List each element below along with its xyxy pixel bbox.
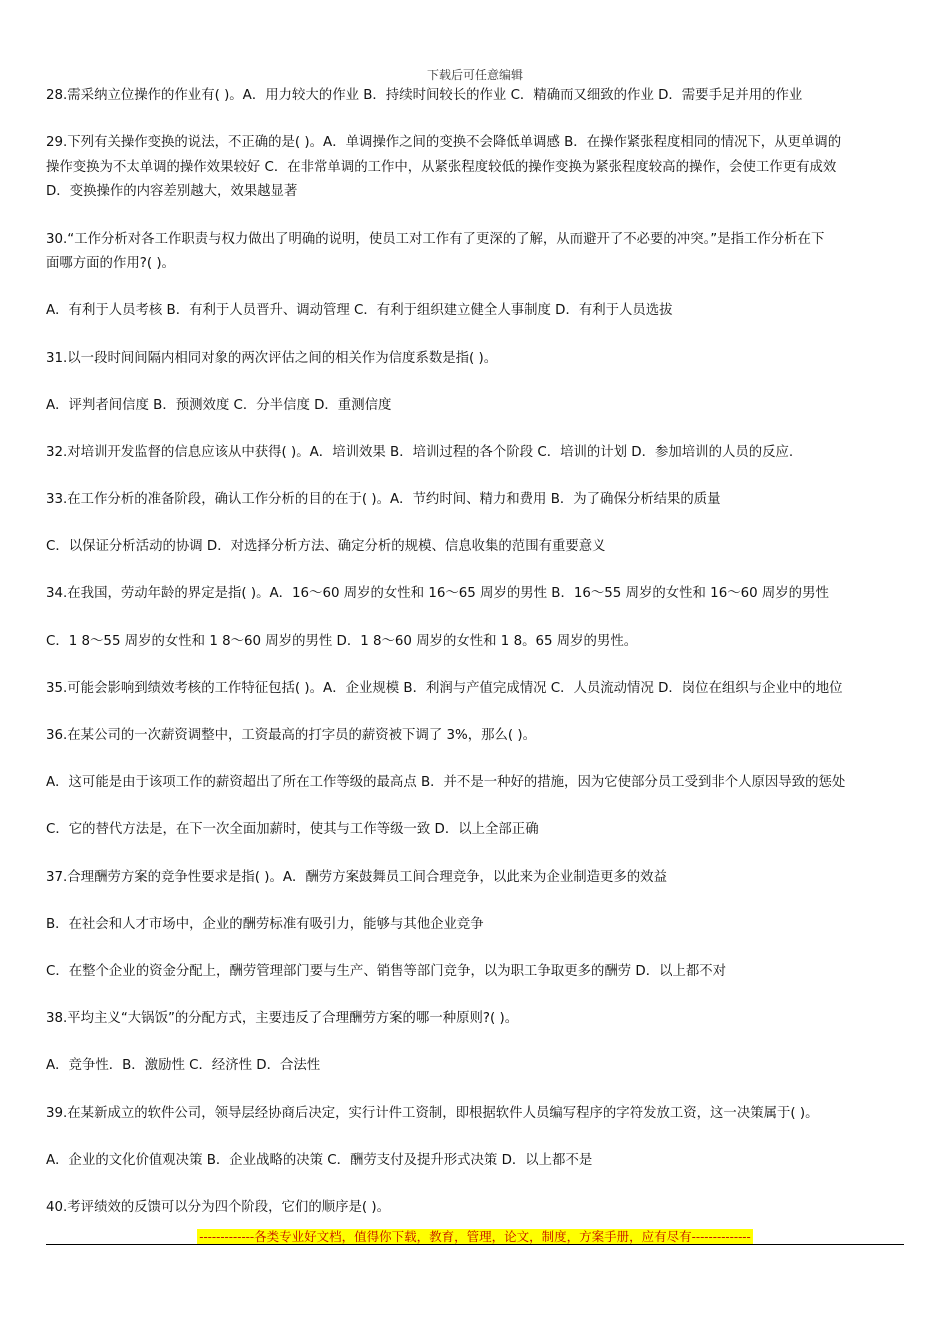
- text-line: 39.在某新成立的软件公司，领导层经协商后决定，实行计件工资制，即根据软件人员编写程序的字符发放工资，这一决策属于( )。: [46, 1105, 819, 1121]
- paragraph-gap: [46, 466, 908, 489]
- paragraph-gap: [46, 560, 908, 583]
- text-line: 37.合理酬劳方案的竞争性要求是指( )。A．酬劳方案鼓舞员工间合理竞争，以此来为企业制造更多的效益: [46, 869, 667, 885]
- text-line: 28.需采纳立位操作的作业有( )。A．用力较大的作业 B．持续时间较长的作业 C．精确而又细致的作业 D．需要手足并用的作业: [46, 88, 803, 103]
- paragraph-gap: [46, 843, 908, 866]
- text-line: 40.考评绩效的反馈可以分为四个阶段，它们的顺序是( )。: [46, 1199, 390, 1215]
- paragraph-gap: [46, 701, 908, 724]
- paragraph-gap: [46, 371, 908, 394]
- text-line: 34.在我国，劳动年龄的界定是指( )。A．16～60 周岁的女性和 16～65 周岁的男性 B．16～55 周岁的女性和 16～60 周岁的男性: [46, 586, 829, 602]
- paragraph-gap: [46, 1079, 908, 1102]
- text-line: D．变换操作的内容差别越大，效果越显著: [46, 184, 298, 200]
- paragraph-gap: [46, 654, 908, 677]
- text-line: C．1 8～55 周岁的女性和 1 8～60 周岁的男性 D．1 8～60 周岁的女性和 1 8。65 周岁的男性。: [46, 633, 638, 649]
- text-line: 36.在某公司的一次薪资调整中，工资最高的打字员的薪资被下调了 3%，那么( )。: [46, 728, 536, 744]
- text-line: 30.“工作分析对各工作职责与权力做出了明确的说明，使员工对工作有了更深的了解，从而避开了不必要的冲突。”是指工作分析在下: [46, 231, 825, 247]
- text-line: 38.平均主义“大锅饭”的分配方式，主要违反了合理酬劳方案的哪一种原则?( )。: [46, 1011, 519, 1027]
- page-header: 下载后可任意编辑: [426, 68, 523, 82]
- footer-rule: [46, 1244, 904, 1245]
- text-line: 面哪方面的作用?( )。: [46, 256, 175, 272]
- paragraph-gap: [46, 1173, 908, 1196]
- text-line: B．在社会和人才市场中，企业的酬劳标准有吸引力，能够与其他企业竞争: [46, 916, 484, 932]
- text-line: 31.以一段时间间隔内相同对象的两次评估之间的相关作为信度系数是指( )。: [46, 350, 498, 366]
- paragraph-gap: [46, 796, 908, 819]
- text-line: 操作变换为不太单调的操作效果较好 C．在非常单调的工作中，从紧张程度较低的操作变换为紧张程度较高的操作，会使工作更有成效: [46, 159, 837, 175]
- document-body: [46, 84, 908, 1221]
- text-line: 29.下列有关操作变换的说法，不正确的是( )。A．单调操作之间的变换不会降低单调感 B．在操作紧张程度相同的情况下，从更单调的: [46, 135, 842, 151]
- paragraph-gap: [46, 513, 908, 536]
- paragraph-gap: [46, 607, 908, 630]
- paragraph-gap: [46, 749, 908, 772]
- paragraph-gap: [46, 1032, 908, 1055]
- text-line: C．以保证分析活动的协调 D．对选择分析方法、确定分析的规模、信息收集的范围有重要意义: [46, 539, 606, 555]
- footer-banner: [0, 1226, 950, 1245]
- text-line: A．有利于人员考核 B．有利于人员晋升、调动管理 C．有利于组织建立健全人事制度 D．有利于人员选拔: [46, 303, 673, 319]
- text-line: 35.可能会影响到绩效考核的工作特征包括( )。A．企业规模 B．利润与产值完成情况 C．人员流动情况 D．岗位在组织与企业中的地位: [46, 680, 843, 696]
- paragraph-gap: [46, 1126, 908, 1149]
- paragraph-gap: [46, 109, 908, 132]
- paragraph-gap: [46, 324, 908, 347]
- text-line: A．这可能是由于该项工作的薪资超出了所在工作等级的最高点 B．并不是一种好的措施，因为它使部分员工受到非个人原因导致的惩处: [46, 775, 846, 791]
- paragraph-gap: [46, 985, 908, 1008]
- footer-text: -------------各类专业好文档，值得你下载，教育，管理，论文，制度，方案手册，应有尽有--------------: [199, 1229, 751, 1244]
- paragraph-gap: [46, 937, 908, 960]
- paragraph-gap: [46, 418, 908, 441]
- text-line: A．企业的文化价值观决策 B．企业战略的决策 C．酬劳支付及提升形式决策 D．以上都不是: [46, 1152, 593, 1168]
- paragraph-gap: [46, 277, 908, 300]
- text-line: 33.在工作分析的准备阶段，确认工作分析的目的在于( )。A．节约时间、精力和费用 B．为了确保分析结果的质量: [46, 492, 721, 508]
- paragraph-gap: [46, 890, 908, 913]
- text-line: A．评判者间信度 B．预测效度 C．分半信度 D．重测信度: [46, 397, 392, 413]
- text-line: C．在整个企业的资金分配上，酬劳管理部门要与生产、销售等部门竞争，以为职工争取更多的酬劳 D．以上都不对: [46, 963, 727, 979]
- paragraph-gap: [46, 205, 908, 228]
- text-line: 32.对培训开发监督的信息应该从中获得( )。A．培训效果 B．培训过程的各个阶段 C．培训的计划 D．参加培训的人员的反应.: [46, 444, 794, 460]
- text-line: C．它的替代方法是，在下一次全面加薪时，使其与工作等级一致 D．以上全部正确: [46, 822, 539, 838]
- text-line: A．竞争性．B．激励性 C．经济性 D．合法性: [46, 1058, 321, 1074]
